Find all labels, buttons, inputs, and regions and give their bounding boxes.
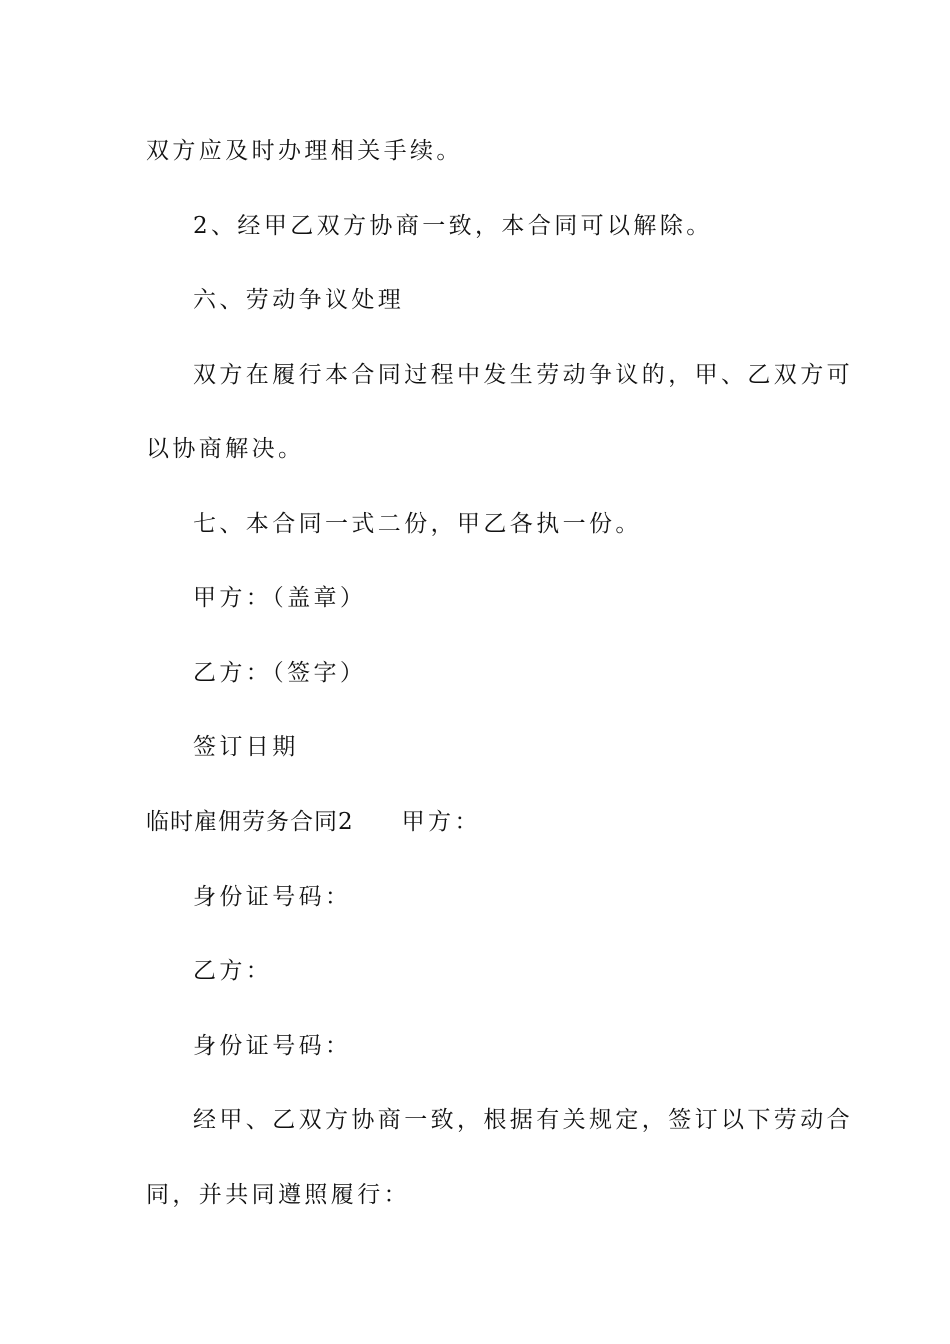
- section-heading: 六、劳动争议处理: [193, 287, 405, 313]
- party-b-label: 乙方：: [193, 958, 273, 984]
- signature-line-party-b: 乙方：（签字）: [193, 660, 367, 686]
- paragraph-line: 同，并共同遵照履行：: [146, 1182, 410, 1208]
- paragraph-line: 经甲、乙双方协商一致，根据有关规定，签订以下劳动合: [193, 1107, 853, 1133]
- paragraph-line: 双方应及时办理相关手续。: [146, 138, 463, 164]
- paragraph-line: 七、本合同一式二份，甲乙各执一份。: [193, 511, 642, 537]
- paragraph-line: 双方在履行本合同过程中发生劳动争议的，甲、乙双方可: [193, 362, 853, 388]
- paragraph-line: 2、经甲乙双方协商一致，本合同可以解除。: [193, 213, 713, 239]
- signing-date-label: 签订日期: [193, 734, 299, 760]
- signature-line-party-a: 甲方：（盖章）: [193, 585, 367, 611]
- contract-title: 临时雇佣劳务合同2: [146, 809, 354, 835]
- paragraph-line: 以协商解决。: [146, 436, 305, 462]
- id-number-label: 身份证号码：: [193, 1033, 352, 1059]
- id-number-label: 身份证号码：: [193, 884, 352, 910]
- party-a-label: 甲方：: [401, 809, 481, 835]
- contract-title-line: [146, 807, 481, 837]
